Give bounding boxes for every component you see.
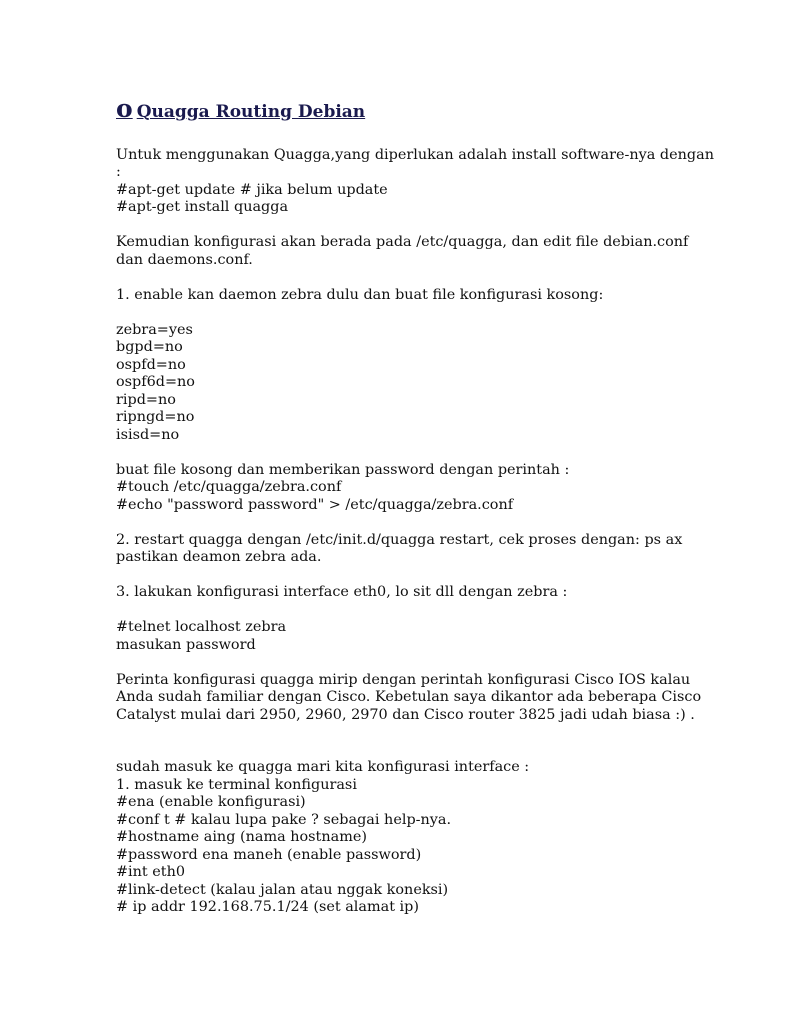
text-line: 3. lakukan konfigurasi interface eth0, lo sit dll dengan zebra :	[116, 584, 568, 600]
text-line: ripd=no	[116, 391, 176, 408]
paragraph	[116, 584, 676, 602]
text-line: Catalyst mulai dari 2950, 2960, 2970 dan Cisco router 3825 jadi udah biasa :) .	[116, 706, 695, 723]
text-line: #telnet localhost zebra	[116, 619, 287, 635]
paragraph	[116, 759, 676, 917]
text-line: Perinta konfigurasi quagga mirip dengan perintah konfigurasi Cisco IOS kalau	[116, 671, 691, 688]
text-line: Anda sudah familiar dengan Cisco. Kebetulan saya dikantor ada beberapa Cisco	[116, 689, 702, 705]
text-line: #conf t # kalau lupa pake ? sebagai help-nya.	[116, 811, 452, 828]
text-line: #ena (enable konfigurasi)	[116, 794, 306, 810]
title-text: Quagga Routing Debian	[136, 102, 366, 122]
text-line: #apt-get install quagga	[116, 199, 289, 215]
text-line: 1. enable kan daemon zebra dulu dan buat file konfigurasi kosong:	[116, 286, 604, 303]
text-line: ospfd=no	[116, 356, 186, 373]
page-title	[116, 96, 676, 122]
title-letter: o	[116, 94, 133, 123]
text-line: :	[116, 164, 121, 180]
paragraph	[116, 322, 676, 445]
text-line: #apt-get update # jika belum update	[116, 181, 388, 198]
paragraph	[116, 619, 676, 654]
text-line: Kemudian konfigurasi akan berada pada /etc/quagga, dan edit file debian.conf	[116, 234, 689, 250]
text-line: bgpd=no	[116, 339, 183, 355]
paragraph	[116, 671, 702, 725]
paragraph	[116, 287, 676, 305]
text-line: 2. restart quagga dengan /etc/init.d/quagga restart, cek proses dengan: ps ax	[116, 531, 683, 548]
text-line: 1. masuk ke terminal konfigurasi	[116, 776, 357, 793]
paragraph	[116, 146, 714, 217]
paragraph	[116, 462, 676, 515]
paragraph	[116, 531, 683, 567]
paragraph	[116, 234, 689, 269]
text-line: buat file kosong dan memberikan password dengan perintah :	[116, 461, 570, 478]
text-line: pastikan deamon zebra ada.	[116, 549, 322, 565]
text-line: #hostname aing (nama hostname)	[116, 829, 367, 845]
text-line: sudah masuk ke quagga mari kita konfigurasi interface :	[116, 759, 530, 775]
text-line: isisd=no	[116, 426, 180, 443]
text-line: #echo "password password" > /etc/quagga/zebra.conf	[116, 496, 514, 513]
text-line: masukan password	[116, 636, 256, 653]
text-line: ripngd=no	[116, 409, 195, 425]
text-line: #link-detect (kalau jalan atau nggak koneksi)	[116, 881, 449, 898]
text-line: # ip addr 192.168.75.1/24 (set alamat ip)	[116, 899, 419, 915]
text-line: #password ena maneh (enable password)	[116, 846, 422, 863]
text-line: dan daemons.conf.	[116, 251, 253, 268]
text-line: zebra=yes	[116, 321, 193, 338]
text-line: #int eth0	[116, 864, 186, 880]
content-blocks	[116, 146, 714, 917]
text-line: Untuk menggunakan Quagga,yang diperlukan adalah install software-nya dengan	[116, 146, 714, 163]
text-line: #touch /etc/quagga/zebra.conf	[116, 479, 342, 495]
document-body	[116, 94, 714, 934]
text-line: ospf6d=no	[116, 374, 195, 390]
